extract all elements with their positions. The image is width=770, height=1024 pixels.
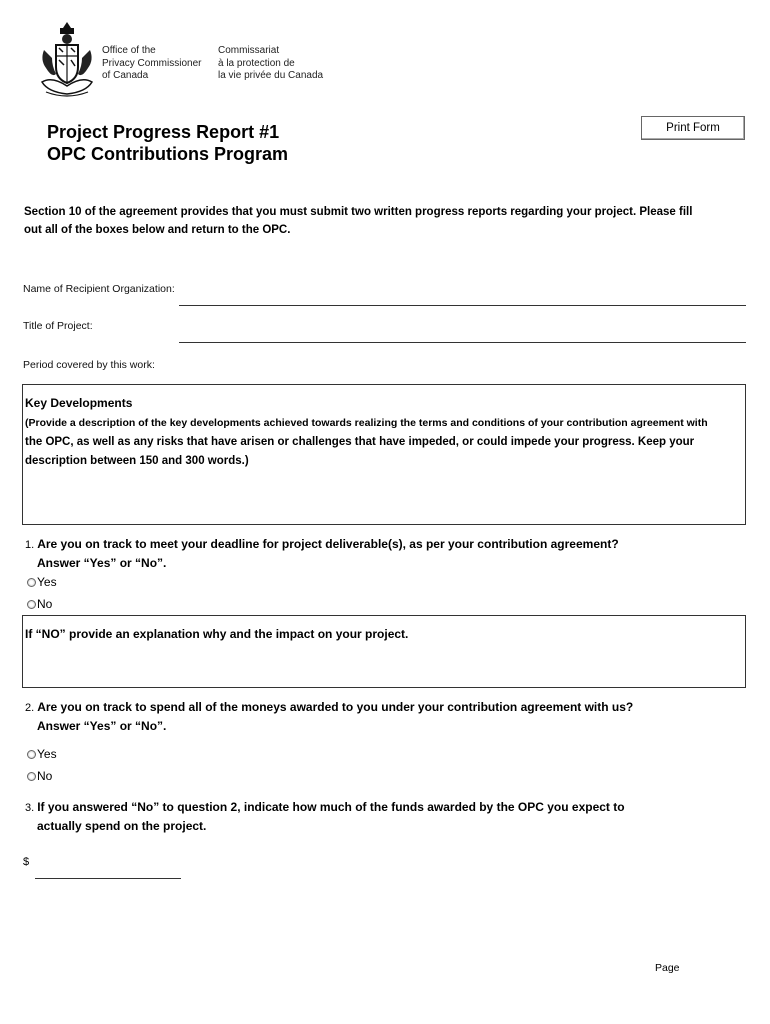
key-developments-box[interactable] xyxy=(22,384,746,525)
q2-yes-label: Yes xyxy=(37,747,57,761)
project-title-label: Title of Project: xyxy=(23,320,93,332)
q2-yes-option[interactable] xyxy=(27,747,57,761)
org-name-fr: Commissariat à la protection de la vie privée du Canada xyxy=(218,45,324,81)
q2-no-label: No xyxy=(37,769,53,783)
period-label: Period covered by this work: xyxy=(23,359,155,371)
intro-text: Section 10 of the agreement provides that you must submit two written progress reports regarding your project. Please fill out all of the boxes below and return to the OPC. xyxy=(24,206,693,236)
explanation-box[interactable] xyxy=(22,615,746,688)
q1-yes-label: Yes xyxy=(37,575,57,589)
q2-no-radio[interactable] xyxy=(27,772,36,781)
q1-yes-radio[interactable] xyxy=(27,578,36,587)
org-name-en: Office of the Privacy Commissioner of Canada xyxy=(102,45,202,81)
print-form-button[interactable]: Print Form xyxy=(641,116,745,140)
recipient-input[interactable] xyxy=(179,305,746,306)
coat-of-arms-icon xyxy=(38,20,96,100)
explanation-label: If “NO” provide an explanation why and the impact on your project. xyxy=(25,627,409,641)
page-title: Project Progress Report #1 OPC Contributions Program xyxy=(47,122,289,164)
key-developments-instructions: (Provide a description of the key developments achieved towards realizing the terms and conditions of your contribution agreement with the OPC, as well as any risks that have arisen or challenges that have impeded, or could impede your progress. Keep your description between 150 and 300 words.) xyxy=(25,417,708,467)
q1-no-option[interactable] xyxy=(27,597,52,611)
question-1: 1. Are you on track to meet your deadline for project deliverable(s), as per your contribution agreement? Answer “Yes” or “No”. xyxy=(25,537,619,570)
q2-no-option[interactable] xyxy=(27,769,52,783)
key-developments-heading: Key Developments xyxy=(25,396,133,410)
q1-no-radio[interactable] xyxy=(27,600,36,609)
dollar-sign: $ xyxy=(23,856,30,868)
project-title-input[interactable] xyxy=(179,342,746,343)
recipient-label: Name of Recipient Organization: xyxy=(23,283,175,295)
funds-amount-input[interactable] xyxy=(35,878,181,879)
question-3: 3. If you answered “No” to question 2, indicate how much of the funds awarded by the OPC you expect to actually spend on the project. xyxy=(25,800,625,833)
q1-yes-option[interactable] xyxy=(27,575,57,589)
q1-no-label: No xyxy=(37,597,53,611)
page-label: Page xyxy=(655,962,680,974)
question-2: 2. Are you on track to spend all of the moneys awarded to you under your contribution agreement with us? Answer “Yes” or “No”. xyxy=(25,700,634,733)
q2-yes-radio[interactable] xyxy=(27,750,36,759)
